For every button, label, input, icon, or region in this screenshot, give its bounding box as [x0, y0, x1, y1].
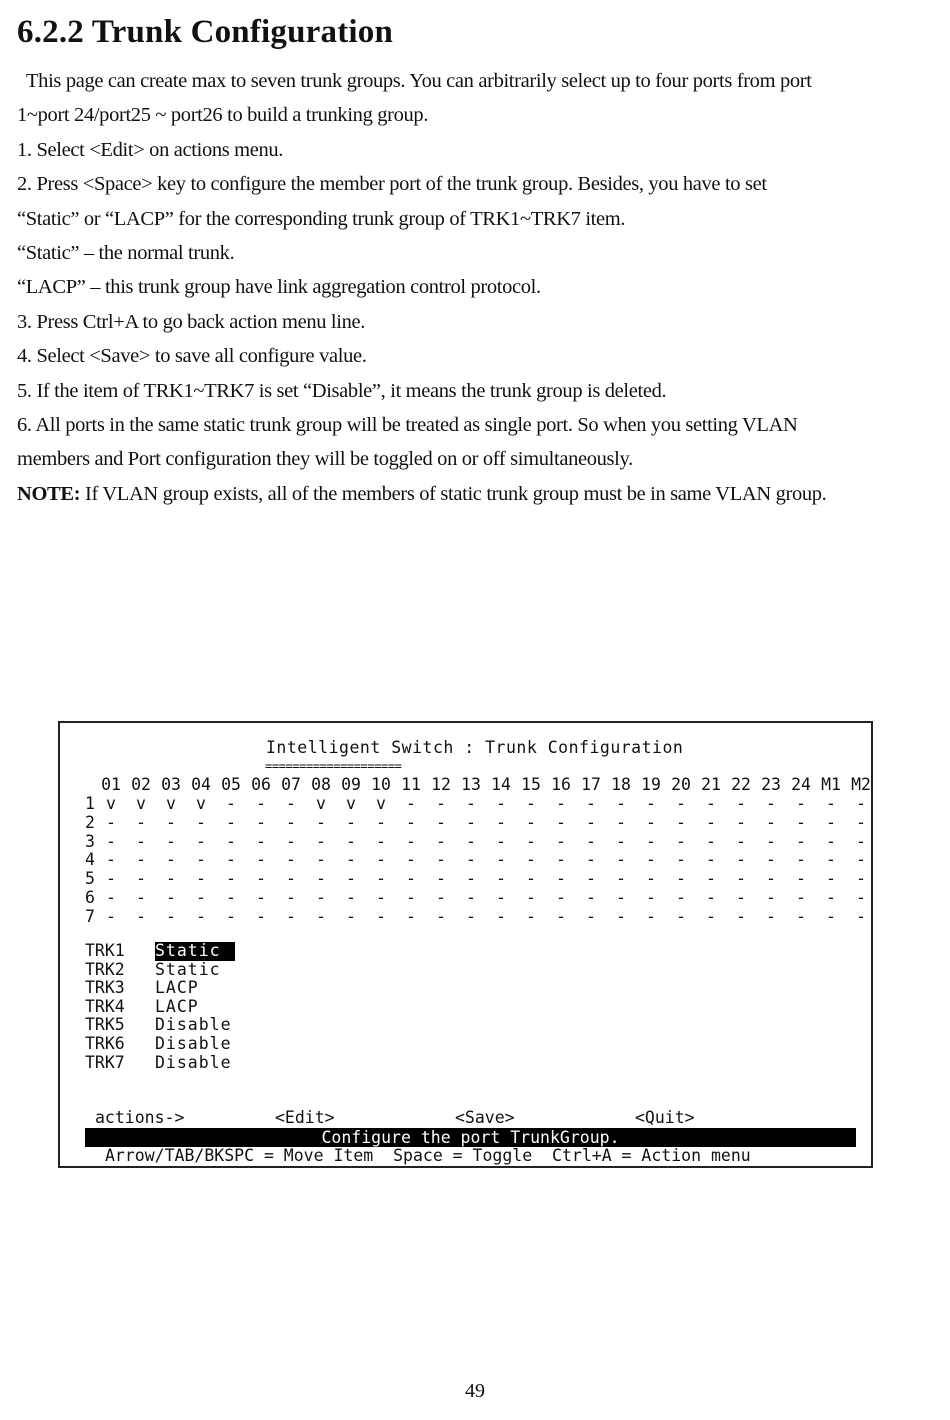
- section-heading: 6.2.2 Trunk Configuration: [17, 14, 394, 50]
- port-header-20: 20: [671, 775, 691, 794]
- member-cell[interactable]: -: [826, 794, 836, 813]
- member-cell[interactable]: -: [856, 906, 866, 926]
- step-4: 4. Select <Save> to save all configure value.: [17, 345, 367, 368]
- member-cell[interactable]: -: [556, 869, 566, 889]
- member-cell[interactable]: -: [256, 812, 266, 832]
- member-cell[interactable]: -: [436, 869, 446, 889]
- member-cell[interactable]: -: [436, 794, 446, 813]
- port-header-15: 15: [521, 775, 541, 794]
- port-header-16: 16: [551, 775, 571, 794]
- member-cell[interactable]: -: [496, 906, 506, 926]
- member-cell[interactable]: -: [196, 906, 206, 926]
- member-cell[interactable]: -: [166, 850, 176, 870]
- member-cell[interactable]: -: [436, 888, 446, 907]
- member-cell[interactable]: -: [526, 794, 536, 813]
- trunk-type-trk1[interactable]: [155, 942, 235, 961]
- member-cell[interactable]: -: [466, 794, 476, 813]
- member-cell[interactable]: -: [646, 794, 656, 813]
- member-cell[interactable]: -: [466, 906, 476, 926]
- member-cell[interactable]: -: [286, 850, 296, 870]
- member-cell[interactable]: -: [496, 869, 506, 889]
- step-2: 2. Press <Space> key to configure the member port of the trunk group. Besides, you have to set: [17, 173, 767, 196]
- save-action[interactable]: <Save>: [455, 1108, 515, 1127]
- member-cell[interactable]: -: [496, 888, 506, 907]
- paragraph-intro-cont: 1~port 24/port25 ~ port26 to build a trunking group.: [17, 104, 429, 127]
- member-cell[interactable]: -: [586, 888, 596, 907]
- member-cell[interactable]: -: [556, 831, 566, 851]
- port-header-18: 18: [611, 775, 631, 794]
- member-cell[interactable]: -: [106, 906, 116, 926]
- member-cell[interactable]: -: [316, 850, 326, 870]
- member-cell[interactable]: -: [256, 794, 266, 813]
- trunk-type-trk4[interactable]: [155, 998, 199, 1017]
- trunk-row-number: 7: [85, 906, 95, 926]
- port-header-07: 07: [281, 775, 301, 794]
- edit-action[interactable]: <Edit>: [275, 1108, 335, 1127]
- member-cell[interactable]: -: [526, 850, 536, 870]
- member-cell[interactable]: v: [196, 794, 206, 813]
- member-cell[interactable]: -: [556, 906, 566, 926]
- member-cell[interactable]: v: [136, 794, 146, 813]
- member-cell[interactable]: -: [286, 831, 296, 851]
- member-cell[interactable]: -: [856, 869, 866, 889]
- terminal-title: Intelligent Switch : Trunk Configuration: [266, 738, 684, 757]
- status-bar: Configure the port TrunkGroup.: [85, 1128, 856, 1147]
- member-cell[interactable]: -: [256, 888, 266, 907]
- member-cell[interactable]: -: [646, 850, 656, 870]
- member-cell[interactable]: -: [676, 812, 686, 832]
- step-5: 5. If the item of TRK1~TRK7 is set “Disable”, it means the trunk group is deleted.: [17, 379, 667, 402]
- member-cell[interactable]: -: [466, 869, 476, 889]
- member-cell[interactable]: -: [316, 906, 326, 926]
- member-cell[interactable]: -: [736, 850, 746, 870]
- trunk-row-number: 2: [85, 812, 95, 832]
- member-cell[interactable]: -: [856, 831, 866, 851]
- member-cell[interactable]: -: [616, 794, 626, 813]
- member-cell[interactable]: -: [346, 906, 356, 926]
- trunk-label-trk7: TRK7: [85, 1052, 125, 1072]
- member-cell[interactable]: -: [406, 888, 416, 907]
- title-underline: ====================: [265, 759, 402, 773]
- member-cell[interactable]: -: [736, 906, 746, 926]
- member-cell[interactable]: -: [346, 831, 356, 851]
- port-header-22: 22: [731, 775, 751, 794]
- member-cell[interactable]: -: [316, 888, 326, 907]
- member-cell[interactable]: -: [796, 794, 806, 813]
- member-cell[interactable]: -: [676, 850, 686, 870]
- member-cell[interactable]: -: [646, 812, 656, 832]
- trunk-label-trk6: TRK6: [85, 1034, 125, 1053]
- member-cell[interactable]: -: [106, 831, 116, 851]
- port-header-21: 21: [701, 775, 721, 794]
- member-cell[interactable]: -: [736, 794, 746, 813]
- member-cell[interactable]: -: [616, 812, 626, 832]
- member-cell[interactable]: -: [256, 869, 266, 889]
- trunk-type-value: Static: [155, 941, 221, 960]
- member-cell[interactable]: -: [556, 888, 566, 907]
- member-cell[interactable]: -: [376, 850, 386, 870]
- member-cell[interactable]: -: [286, 869, 296, 889]
- member-cell[interactable]: -: [826, 812, 836, 832]
- member-cell[interactable]: -: [106, 869, 116, 889]
- member-cell[interactable]: -: [106, 888, 116, 907]
- note-label: NOTE:: [17, 482, 81, 505]
- member-cell[interactable]: -: [196, 831, 206, 851]
- member-cell[interactable]: -: [196, 869, 206, 889]
- member-cell[interactable]: -: [766, 869, 776, 889]
- member-cell[interactable]: -: [256, 831, 266, 851]
- member-cell[interactable]: -: [766, 831, 776, 851]
- member-cell[interactable]: -: [136, 831, 146, 851]
- member-cell[interactable]: -: [826, 906, 836, 926]
- member-cell[interactable]: -: [796, 850, 806, 870]
- member-cell[interactable]: -: [196, 888, 206, 907]
- member-cell[interactable]: -: [586, 812, 596, 832]
- member-cell[interactable]: -: [466, 812, 476, 832]
- member-cell[interactable]: -: [376, 906, 386, 926]
- member-cell[interactable]: -: [226, 812, 236, 832]
- member-cell[interactable]: -: [646, 831, 656, 851]
- page-number: 49: [465, 1380, 485, 1402]
- trunk-type-value: Static: [155, 959, 221, 979]
- member-cell[interactable]: -: [406, 831, 416, 851]
- member-cell[interactable]: -: [496, 794, 506, 813]
- member-cell[interactable]: -: [286, 888, 296, 907]
- trunk-label-trk5: TRK5: [85, 1015, 125, 1035]
- member-cell[interactable]: -: [766, 888, 776, 907]
- member-cell[interactable]: -: [466, 850, 476, 870]
- member-cell[interactable]: -: [376, 831, 386, 851]
- port-header-13: 13: [461, 775, 481, 794]
- member-cell[interactable]: -: [526, 812, 536, 832]
- member-cell[interactable]: -: [286, 794, 296, 813]
- trunk-type-value: Disable: [155, 1015, 232, 1035]
- member-cell[interactable]: -: [196, 812, 206, 832]
- member-cell[interactable]: -: [376, 888, 386, 907]
- member-cell[interactable]: -: [136, 812, 146, 832]
- member-cell[interactable]: -: [316, 869, 326, 889]
- member-cell[interactable]: -: [406, 906, 416, 926]
- member-cell[interactable]: v: [316, 794, 326, 813]
- member-cell[interactable]: -: [226, 869, 236, 889]
- member-cell[interactable]: -: [826, 831, 836, 851]
- member-cell[interactable]: -: [796, 869, 806, 889]
- member-cell[interactable]: -: [346, 888, 356, 907]
- port-header-m2: M2: [851, 775, 871, 794]
- member-cell[interactable]: -: [406, 850, 416, 870]
- member-cell[interactable]: -: [136, 869, 146, 889]
- trunk-row-number: 1: [85, 794, 95, 813]
- step-6-cont: members and Port configuration they will be toggled on or off simultaneously.: [17, 448, 633, 471]
- member-cell[interactable]: -: [586, 906, 596, 926]
- port-header-03: 03: [161, 775, 181, 794]
- note: [17, 477, 932, 511]
- member-cell[interactable]: -: [316, 812, 326, 832]
- member-cell[interactable]: -: [586, 831, 596, 851]
- port-header-10: 10: [371, 775, 391, 794]
- member-cell[interactable]: -: [286, 812, 296, 832]
- trunk-type-trk7[interactable]: [155, 1054, 232, 1073]
- port-header-04: 04: [191, 775, 211, 794]
- member-cell[interactable]: -: [676, 906, 686, 926]
- trunk-type-trk3[interactable]: [155, 979, 199, 998]
- trunk-row-number: 6: [85, 888, 95, 907]
- step-6: 6. All ports in the same static trunk group will be treated as single port. So when you setting VLAN: [17, 414, 798, 437]
- member-cell[interactable]: -: [706, 906, 716, 926]
- member-cell[interactable]: -: [376, 812, 386, 832]
- member-cell[interactable]: -: [856, 850, 866, 870]
- member-cell[interactable]: -: [526, 888, 536, 907]
- member-cell[interactable]: -: [526, 831, 536, 851]
- port-header-11: 11: [401, 775, 421, 794]
- member-cell[interactable]: -: [496, 831, 506, 851]
- member-cell[interactable]: -: [556, 812, 566, 832]
- member-cell[interactable]: -: [496, 850, 506, 870]
- member-cell[interactable]: -: [106, 812, 116, 832]
- lacp-definition: “LACP” – this trunk group have link aggregation control protocol.: [17, 276, 541, 299]
- member-cell[interactable]: -: [706, 850, 716, 870]
- member-cell[interactable]: -: [226, 831, 236, 851]
- member-cell[interactable]: -: [166, 906, 176, 926]
- member-cell[interactable]: -: [436, 850, 446, 870]
- member-cell[interactable]: -: [676, 888, 686, 907]
- member-cell[interactable]: -: [796, 812, 806, 832]
- member-cell[interactable]: -: [616, 906, 626, 926]
- member-cell[interactable]: -: [766, 794, 776, 813]
- member-cell[interactable]: -: [646, 888, 656, 907]
- member-cell[interactable]: -: [736, 869, 746, 889]
- trunk-row-number: 5: [85, 869, 95, 889]
- member-cell[interactable]: -: [706, 812, 716, 832]
- trunk-type-trk2[interactable]: [155, 961, 221, 980]
- member-cell[interactable]: -: [766, 850, 776, 870]
- trunk-row-number: 3: [85, 831, 95, 851]
- member-cell[interactable]: -: [406, 812, 416, 832]
- port-header-12: 12: [431, 775, 451, 794]
- member-cell[interactable]: -: [736, 812, 746, 832]
- member-cell[interactable]: -: [256, 906, 266, 926]
- member-cell[interactable]: -: [346, 812, 356, 832]
- body-text: [17, 64, 932, 511]
- member-cell[interactable]: -: [556, 794, 566, 813]
- port-header-17: 17: [581, 775, 601, 794]
- quit-action[interactable]: <Quit>: [635, 1108, 695, 1127]
- trunk-row-number: 4: [85, 850, 95, 870]
- member-cell[interactable]: -: [436, 812, 446, 832]
- member-cell[interactable]: v: [166, 794, 176, 813]
- member-cell[interactable]: -: [676, 831, 686, 851]
- trunk-type-value: Disable: [155, 1052, 232, 1072]
- member-cell[interactable]: -: [106, 850, 116, 870]
- member-cell[interactable]: -: [406, 869, 416, 889]
- member-cell[interactable]: -: [376, 869, 386, 889]
- trunk-label-trk3: TRK3: [85, 978, 125, 998]
- port-header-08: 08: [311, 775, 331, 794]
- port-header-05: 05: [221, 775, 241, 794]
- trunk-type-value: LACP: [155, 996, 199, 1016]
- trunk-type-trk5[interactable]: [155, 1016, 232, 1035]
- member-cell[interactable]: -: [826, 888, 836, 907]
- actions-label: actions->: [95, 1108, 185, 1127]
- port-header-24: 24: [791, 775, 811, 794]
- member-cell[interactable]: -: [736, 888, 746, 907]
- member-cell[interactable]: -: [226, 794, 236, 813]
- static-definition: “Static” – the normal trunk.: [17, 242, 235, 265]
- step-1: 1. Select <Edit> on actions menu.: [17, 138, 284, 161]
- member-cell[interactable]: -: [226, 888, 236, 907]
- member-cell[interactable]: -: [586, 850, 596, 870]
- member-cell[interactable]: -: [586, 869, 596, 889]
- member-cell[interactable]: -: [466, 888, 476, 907]
- member-cell[interactable]: -: [766, 906, 776, 926]
- member-cell[interactable]: -: [346, 850, 356, 870]
- member-cell[interactable]: -: [166, 869, 176, 889]
- member-cell[interactable]: -: [826, 869, 836, 889]
- member-cell[interactable]: -: [436, 906, 446, 926]
- member-cell[interactable]: -: [706, 794, 716, 813]
- member-cell[interactable]: -: [136, 888, 146, 907]
- trunk-label-trk1: TRK1: [85, 941, 125, 960]
- help-line: Arrow/TAB/BKSPC = Move Item Space = Toggle Ctrl+A = Action menu: [105, 1146, 751, 1165]
- member-cell[interactable]: -: [226, 850, 236, 870]
- trunk-label-trk2: TRK2: [85, 959, 125, 979]
- member-cell[interactable]: -: [556, 850, 566, 870]
- member-cell[interactable]: -: [646, 869, 656, 889]
- member-cell[interactable]: -: [796, 906, 806, 926]
- note-text: If VLAN group exists, all of the members of static trunk group must be in same VLAN group.: [80, 482, 827, 505]
- member-cell[interactable]: -: [676, 869, 686, 889]
- member-cell[interactable]: -: [736, 831, 746, 851]
- member-cell[interactable]: -: [136, 850, 146, 870]
- member-cell[interactable]: -: [226, 906, 236, 926]
- member-cell[interactable]: -: [256, 850, 266, 870]
- member-cell[interactable]: -: [616, 888, 626, 907]
- port-header-01: 01: [101, 775, 121, 794]
- member-cell[interactable]: -: [796, 888, 806, 907]
- member-cell[interactable]: -: [676, 794, 686, 813]
- terminal-screenshot: [58, 721, 873, 1168]
- member-cell[interactable]: -: [766, 812, 776, 832]
- member-cell[interactable]: -: [166, 812, 176, 832]
- port-header-19: 19: [641, 775, 661, 794]
- text-cursor: [223, 945, 231, 961]
- port-header-23: 23: [761, 775, 781, 794]
- member-cell[interactable]: -: [346, 869, 356, 889]
- port-header-m1: M1: [821, 775, 841, 794]
- member-cell[interactable]: -: [616, 850, 626, 870]
- member-cell[interactable]: -: [436, 831, 446, 851]
- member-cell[interactable]: -: [406, 794, 416, 813]
- member-cell[interactable]: v: [106, 794, 116, 813]
- member-cell[interactable]: -: [316, 831, 326, 851]
- trunk-type-trk6[interactable]: [155, 1035, 232, 1054]
- member-cell[interactable]: -: [826, 850, 836, 870]
- member-cell[interactable]: -: [706, 888, 716, 907]
- member-cell[interactable]: -: [526, 906, 536, 926]
- member-cell[interactable]: -: [166, 831, 176, 851]
- member-cell[interactable]: -: [856, 888, 866, 907]
- member-cell[interactable]: -: [616, 869, 626, 889]
- member-cell[interactable]: -: [466, 831, 476, 851]
- port-header-14: 14: [491, 775, 511, 794]
- member-cell[interactable]: -: [496, 812, 506, 832]
- member-cell[interactable]: v: [346, 794, 356, 813]
- step-2-cont: “Static” or “LACP” for the corresponding trunk group of TRK1~TRK7 item.: [17, 207, 626, 230]
- trunk-type-value: Disable: [155, 1034, 232, 1053]
- member-cell[interactable]: -: [856, 812, 866, 832]
- step-3: 3. Press Ctrl+A to go back action menu line.: [17, 310, 366, 333]
- member-cell[interactable]: -: [706, 869, 716, 889]
- member-cell[interactable]: -: [706, 831, 716, 851]
- port-header-06: 06: [251, 775, 271, 794]
- member-cell[interactable]: -: [856, 794, 866, 813]
- member-cell[interactable]: -: [526, 869, 536, 889]
- trunk-label-trk4: TRK4: [85, 996, 125, 1016]
- member-cell[interactable]: -: [286, 906, 296, 926]
- member-cell[interactable]: -: [646, 906, 656, 926]
- member-cell[interactable]: v: [376, 794, 386, 813]
- member-cell[interactable]: -: [166, 888, 176, 907]
- member-cell[interactable]: -: [196, 850, 206, 870]
- member-cell[interactable]: -: [586, 794, 596, 813]
- trunk-type-value: LACP: [155, 978, 199, 998]
- member-cell[interactable]: -: [616, 831, 626, 851]
- member-cell[interactable]: -: [136, 906, 146, 926]
- port-header-02: 02: [131, 775, 151, 794]
- member-cell[interactable]: -: [796, 831, 806, 851]
- paragraph-intro: This page can create max to seven trunk groups. You can arbitrarily select up to four ports from port: [26, 70, 812, 92]
- port-header-09: 09: [341, 775, 361, 794]
